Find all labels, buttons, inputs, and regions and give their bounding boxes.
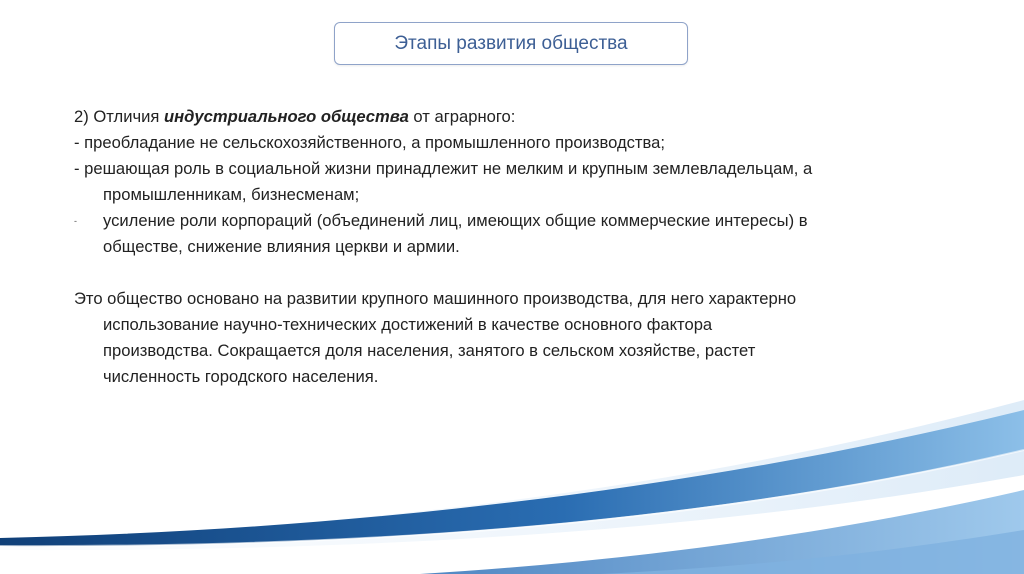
slide-title: Этапы развития общества [334,22,688,65]
paragraph-intro [74,104,974,130]
decorative-wave [0,380,1024,574]
paragraph-2-line-4: численность городского населения. [103,367,379,386]
paragraph-2-line-1: Это общество основано на развитии крупного машинного производства, для него характерно [74,289,797,308]
intro-prefix: 2) Отличия [74,107,164,126]
paragraph-2-line-3: производства. Сокращается доля населения, занятого в сельском хозяйстве, растет [103,341,756,360]
paragraph-spacer [74,260,974,286]
list-item-2-line-2: промышленникам, бизнесменам; [103,185,360,204]
bullet-marker: - [74,216,77,226]
list-item-2-line-1: - решающая роль в социальной жизни принадлежит не мелким и крупным землевладельцам, а [74,159,813,178]
paragraph-2-line-2: использование научно-технических достижений в качестве основного фактора [103,315,713,334]
intro-suffix: от аграрного: [408,107,516,126]
list-item-3-line-2: обществе, снижение влияния церкви и армии. [103,237,460,256]
list-item-1: - преобладание не сельскохозяйственного, а промышленного производства; [74,133,665,152]
list-item-3 [74,208,974,234]
list-item-3-line-1: усиление роли корпораций (объединений лиц, имеющих общие коммерческие интересы) в [103,211,808,230]
slide-body [74,104,974,390]
intro-emphasis: индустриального общества [163,107,409,126]
